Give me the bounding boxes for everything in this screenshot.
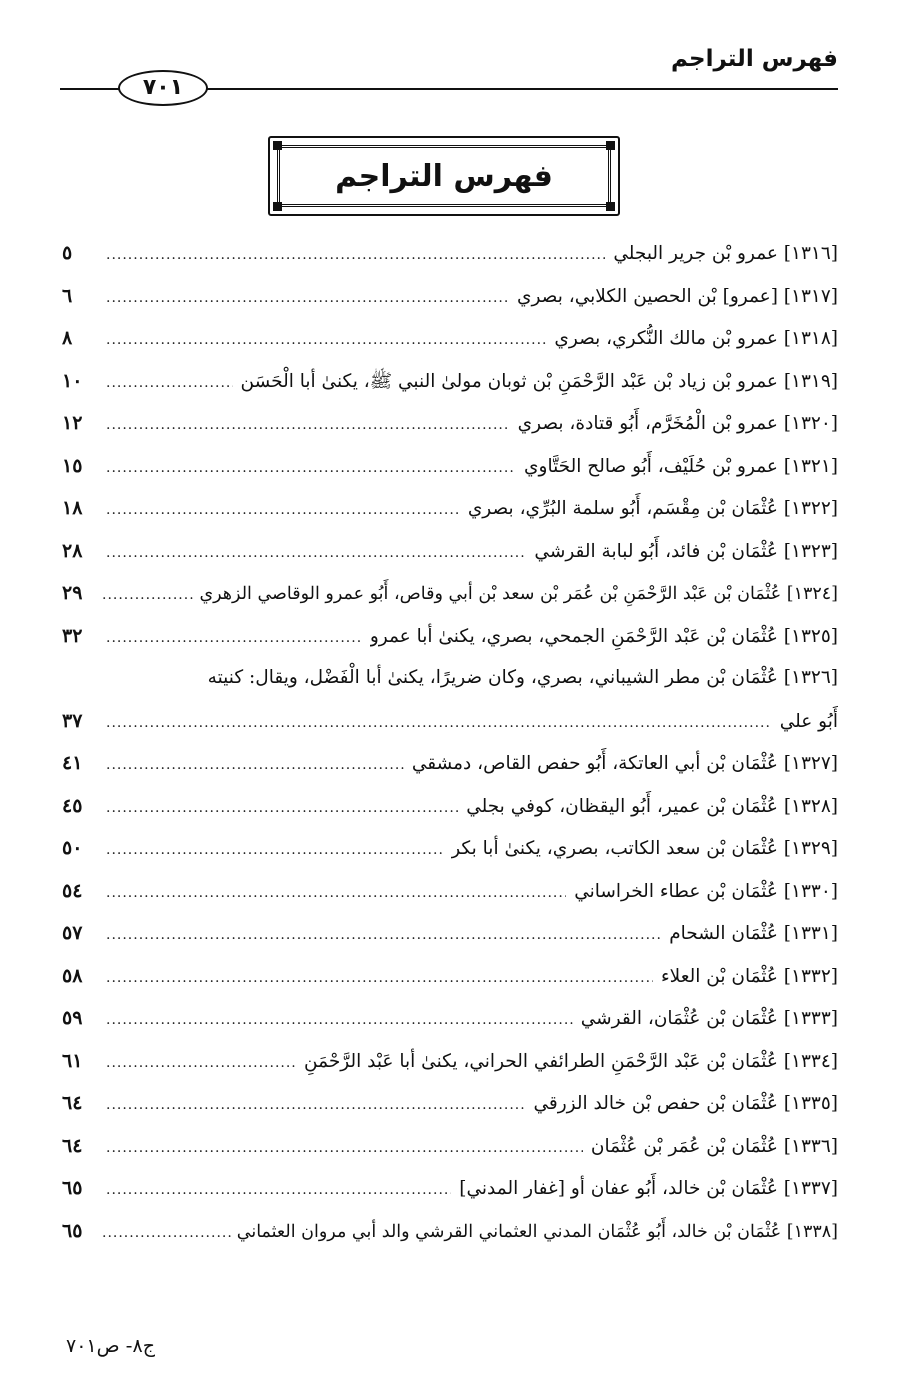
entry-page: ٦ — [62, 284, 73, 307]
entry-text: [١٣٣١] عُثْمَان الشحام — [669, 923, 838, 944]
entry-page: ٤٥ — [62, 794, 83, 817]
index-entry — [62, 402, 838, 445]
entry-text: [١٣١٧] [عمرو] بْن الحصين الكلابي، بصري — [516, 285, 838, 307]
entry-text: [١٣٢٠] عمرو بْن الْمُخَرَّم، أَبُو قتادة، بصري — [517, 413, 838, 434]
entry-text: [١٣٣٨] عُثْمَان بْن خالد، أَبُو عُثْمَان المدني العثماني القرشي والد أبي مروان العثماني — [236, 1221, 838, 1242]
title-inner-frame — [277, 145, 611, 207]
entry-text: [١٣٢٢] عُثْمَان بْن مِقْسَم، أَبُو سلمة البُرِّي، بصري — [467, 498, 838, 519]
index-entry — [62, 1082, 838, 1125]
entry-page: ٢٩ — [62, 582, 83, 604]
index-entry — [62, 827, 838, 870]
index-entry — [62, 1210, 838, 1253]
dot-leader — [106, 957, 653, 1000]
index-entry — [62, 572, 838, 615]
running-header-title: فهرس التراجم — [670, 46, 838, 72]
index-entry-continuation — [62, 700, 838, 743]
entry-text: [١٣١٩] عمرو بْن زياد بْن عَبْد الرَّحْمَنِ بْن ثوبان مولىٰ النبي ﷺ، يكنىٰ أبا الْحَسَن — [240, 370, 838, 392]
entry-page: ٣٢ — [62, 624, 83, 647]
index-entry — [62, 912, 838, 955]
dot-leader — [106, 447, 516, 490]
entry-text: [١٣٢١] عمرو بْن حُلَيْف، أَبُو صالح الحَتَّاوي — [524, 455, 838, 477]
entry-text: [١٣٢٤] عُثْمَان بْن عَبْد الرَّحْمَنِ بْن عُمَر بْن سعد بْن أبي وقاص، أَبُو عمرو الوقاصي الزهري — [199, 584, 838, 604]
entry-text: [١٣٢٣] عُثْمَان بْن فائد، أَبُو لبابة القرشي — [534, 540, 838, 562]
dot-leader — [106, 1169, 451, 1212]
dot-leader — [106, 744, 404, 787]
index-entry — [62, 742, 838, 785]
entry-page: ٦٥ — [62, 1177, 83, 1199]
index-entry — [62, 657, 838, 700]
dot-leader — [106, 999, 573, 1042]
entry-page: ٦٤ — [62, 1092, 83, 1114]
entry-text: [١٣٢٥] عُثْمَان بْن عَبْد الرَّحْمَنِ الجمحي، بصري، يكنىٰ أبا عمرو — [369, 625, 838, 647]
title-frame — [268, 136, 620, 216]
dot-leader — [106, 829, 443, 872]
entry-page: ٣٧ — [62, 709, 83, 732]
dot-leader — [106, 362, 233, 405]
dot-leader — [102, 1212, 233, 1255]
entry-page: ١٢ — [62, 412, 83, 434]
index-entry — [62, 870, 838, 913]
entry-text: [١٣٢٨] عُثْمَان بْن عمير، أَبُو اليقظان، كوفي بجلي — [466, 795, 838, 817]
index-entry — [62, 1125, 838, 1168]
entry-text: [١٣١٨] عمرو بْن مالك النُّكري، بصري — [554, 328, 838, 349]
index-entry — [62, 785, 838, 828]
entry-page: ٥ — [62, 242, 73, 264]
index-entry — [62, 955, 838, 998]
entry-page: ٨ — [62, 327, 73, 349]
entry-text: أَبُو علي — [779, 710, 838, 732]
index-list — [62, 232, 838, 1252]
dot-leader — [106, 787, 458, 830]
entry-text: [١٣٣٧] عُثْمَان بْن خالد، أَبُو عفان أو [غفار المدني] — [459, 1178, 838, 1199]
dot-leader — [106, 617, 362, 660]
entry-text: [١٣٢٩] عُثْمَان بْن سعد الكاتب، بصري، يكنىٰ أبا بكر — [451, 838, 838, 859]
footer-volume-page: ج٨- ص٧٠١ — [66, 1335, 155, 1357]
index-title: فهرس التراجم — [335, 158, 553, 194]
entry-text: [١٣٣٦] عُثْمَان بْن عُمَر بْن عُثْمَان — [590, 1135, 838, 1157]
entry-text: [١٣٣٠] عُثْمَان بْن عطاء الخراساني — [574, 880, 838, 902]
dot-leader — [106, 1127, 583, 1170]
entry-text: [١٣٣٤] عُثْمَان بْن عَبْد الرَّحْمَنِ الطرائفي الحراني، يكنىٰ أبا عَبْد الرَّحْمَنِ — [304, 1050, 838, 1072]
index-entry — [62, 445, 838, 488]
dot-leader — [106, 234, 605, 277]
dot-leader — [106, 914, 661, 957]
entry-page: ٥٩ — [62, 1007, 83, 1029]
index-entry — [62, 530, 838, 573]
entry-text: [١٣٣٢] عُثْمَان بْن العلاء — [660, 965, 838, 987]
index-entry — [62, 487, 838, 530]
entry-text: [١٣٣٥] عُثْمَان بْن حفص بْن خالد الزرقي — [533, 1093, 838, 1114]
entry-text: [١٣٢٧] عُثْمَان بْن أبي العاتكة، أَبُو حفص القاص، دمشقي — [411, 753, 838, 774]
dot-leader — [106, 1042, 296, 1085]
entry-page: ١٠ — [62, 369, 83, 392]
entry-text: [١٣٢٦] عُثْمَان بْن مطر الشيباني، بصري، وكان ضريرًا، يكنىٰ أبا الْفَضْل، ويقال: كنيته — [207, 667, 838, 688]
entry-page: ٦١ — [62, 1049, 83, 1072]
dot-leader — [106, 1084, 525, 1127]
entry-page: ٢٨ — [62, 539, 83, 562]
entry-text: [١٣١٦] عمرو بْن جرير البجلي — [613, 243, 838, 264]
dot-leader — [106, 277, 509, 320]
entry-text: [١٣٣٣] عُثْمَان بْن عُثْمَان، القرشي — [580, 1008, 838, 1029]
entry-page: ٥٤ — [62, 879, 83, 902]
index-entry — [62, 997, 838, 1040]
index-entry — [62, 275, 838, 318]
entry-page: ٥٨ — [62, 964, 83, 987]
index-entry — [62, 615, 838, 658]
index-entry — [62, 317, 838, 360]
dot-leader — [102, 574, 195, 617]
dot-leader — [106, 872, 566, 915]
entry-page: ١٨ — [62, 497, 83, 519]
dot-leader — [106, 319, 546, 362]
dot-leader — [106, 404, 510, 447]
index-entry — [62, 360, 838, 403]
entry-page: ٥٧ — [62, 922, 83, 944]
index-entry — [62, 232, 838, 275]
entry-page: ٦٤ — [62, 1134, 83, 1157]
dot-leader — [106, 702, 772, 745]
index-entry — [62, 1040, 838, 1083]
index-entry — [62, 1167, 838, 1210]
entry-page: ١٥ — [62, 454, 83, 477]
entry-page: ٤١ — [62, 752, 83, 774]
entry-page: ٦٥ — [62, 1219, 83, 1242]
dot-leader — [106, 532, 526, 575]
entry-page: ٥٠ — [62, 837, 83, 859]
page-number-badge: ٧٠١ — [118, 70, 208, 106]
dot-leader — [106, 489, 460, 532]
